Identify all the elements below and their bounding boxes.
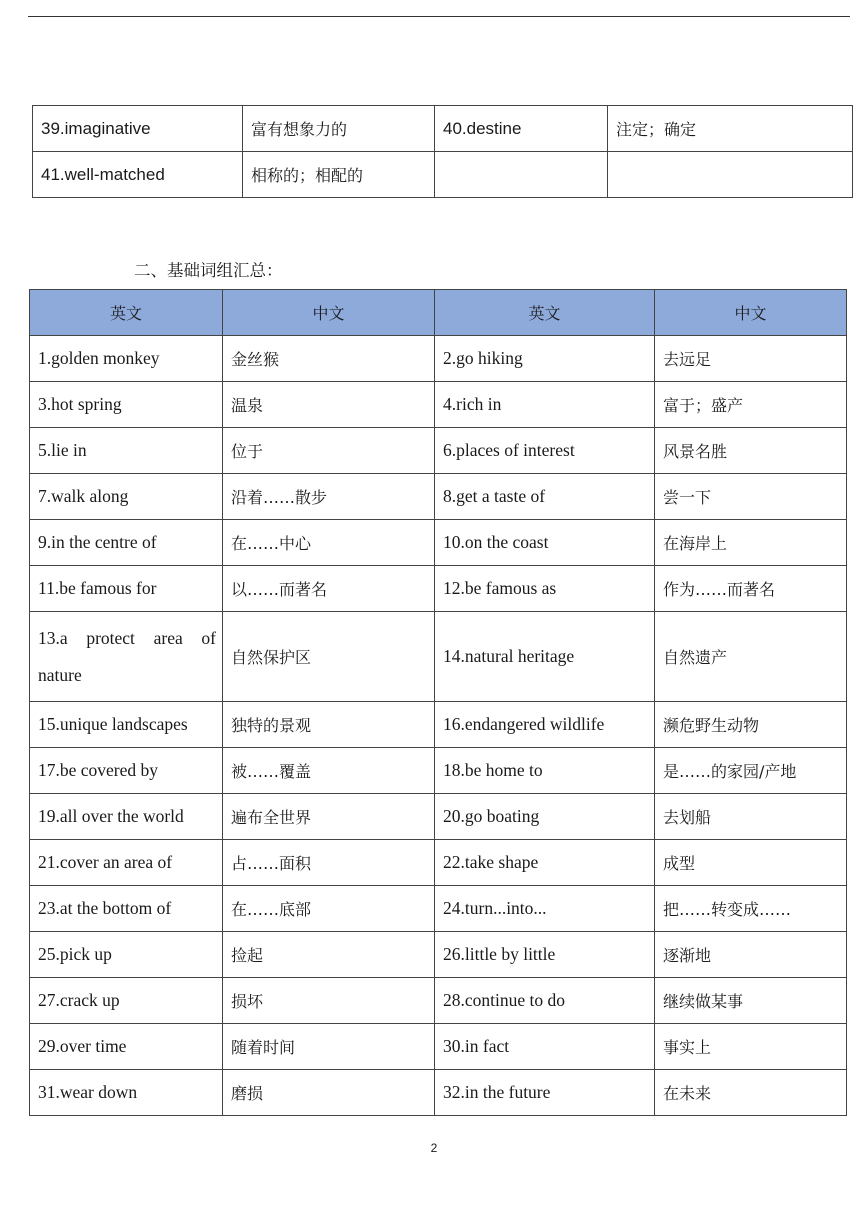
english-term-cell: 14.natural heritage [435, 612, 655, 702]
english-term-cell: 22.take shape [435, 840, 655, 886]
english-term-cell: 11.be famous for [30, 566, 223, 612]
chinese-meaning-cell: 自然保护区 [223, 612, 435, 702]
phrase-row [30, 612, 847, 702]
chinese-meaning-cell: 在未来 [655, 1070, 847, 1116]
chinese-meaning-cell: 在海岸上 [655, 520, 847, 566]
english-term-cell: 19.all over the world [30, 794, 223, 840]
english-term-cell: 17.be covered by [30, 748, 223, 794]
chinese-meaning-cell: 独特的景观 [223, 702, 435, 748]
header-english-2: 英文 [435, 290, 655, 336]
header-chinese-1: 中文 [223, 290, 435, 336]
vocab-row [33, 152, 853, 198]
english-term-cell: 13.a protect area of nature [30, 612, 223, 702]
english-term-cell: 24.turn...into... [435, 886, 655, 932]
english-term-cell: 3.hot spring [30, 382, 223, 428]
english-term-cell: 23.at the bottom of [30, 886, 223, 932]
english-term-cell: 30.in fact [435, 1024, 655, 1070]
english-term-cell [435, 152, 608, 198]
english-term-cell: 27.crack up [30, 978, 223, 1024]
phrase-row [30, 428, 847, 474]
english-term-cell: 32.in the future [435, 1070, 655, 1116]
chinese-meaning-cell: 位于 [223, 428, 435, 474]
chinese-meaning-cell: 濒危野生动物 [655, 702, 847, 748]
chinese-meaning-cell: 沿着……散步 [223, 474, 435, 520]
chinese-meaning-cell: 金丝猴 [223, 336, 435, 382]
chinese-meaning-cell: 继续做某事 [655, 978, 847, 1024]
vocab-table [32, 105, 853, 198]
chinese-meaning-cell: 成型 [655, 840, 847, 886]
english-term-cell: 7.walk along [30, 474, 223, 520]
chinese-meaning-cell: 温泉 [223, 382, 435, 428]
chinese-meaning-cell: 相称的；相配的 [243, 152, 435, 198]
english-term-cell: 10.on the coast [435, 520, 655, 566]
chinese-meaning-cell: 被……覆盖 [223, 748, 435, 794]
chinese-meaning-cell: 占……面积 [223, 840, 435, 886]
english-term-cell: 41.well-matched [33, 152, 243, 198]
phrase-row [30, 520, 847, 566]
chinese-meaning-cell: 在……中心 [223, 520, 435, 566]
chinese-meaning-cell: 富有想象力的 [243, 106, 435, 152]
phrase-row [30, 932, 847, 978]
english-term-cell: 5.lie in [30, 428, 223, 474]
chinese-meaning-cell: 损坏 [223, 978, 435, 1024]
english-term-cell: 12.be famous as [435, 566, 655, 612]
header-english-1: 英文 [30, 290, 223, 336]
header-rule [28, 16, 850, 17]
english-term-cell: 39.imaginative [33, 106, 243, 152]
phrase-row [30, 474, 847, 520]
english-term-cell: 9.in the centre of [30, 520, 223, 566]
phrase-row [30, 886, 847, 932]
english-term-cell: 15.unique landscapes [30, 702, 223, 748]
english-term-cell: 20.go boating [435, 794, 655, 840]
vocab-row [33, 106, 853, 152]
english-term-cell: 6.places of interest [435, 428, 655, 474]
chinese-meaning-cell: 是……的家园/产地 [655, 748, 847, 794]
english-term-cell: 2.go hiking [435, 336, 655, 382]
page-number: 2 [430, 1141, 438, 1155]
phrase-row [30, 702, 847, 748]
phrase-row [30, 566, 847, 612]
chinese-meaning-cell [608, 152, 853, 198]
chinese-meaning-cell: 去远足 [655, 336, 847, 382]
chinese-meaning-cell: 富于；盛产 [655, 382, 847, 428]
chinese-meaning-cell: 遍布全世界 [223, 794, 435, 840]
phrase-row [30, 840, 847, 886]
phrase-row [30, 748, 847, 794]
phrase-row [30, 382, 847, 428]
phrase-row [30, 1024, 847, 1070]
phrase-row [30, 336, 847, 382]
phrase-row [30, 978, 847, 1024]
section-title: 二、基础词组汇总： [134, 261, 283, 280]
phrase-table-header-row [30, 290, 847, 336]
chinese-meaning-cell: 作为……而著名 [655, 566, 847, 612]
chinese-meaning-cell: 把……转变成…… [655, 886, 847, 932]
english-term-cell: 18.be home to [435, 748, 655, 794]
chinese-meaning-cell: 随着时间 [223, 1024, 435, 1070]
english-term-cell: 26.little by little [435, 932, 655, 978]
chinese-meaning-cell: 捡起 [223, 932, 435, 978]
chinese-meaning-cell: 在……底部 [223, 886, 435, 932]
english-term-cell: 21.cover an area of [30, 840, 223, 886]
header-chinese-2: 中文 [655, 290, 847, 336]
english-term-cell: 8.get a taste of [435, 474, 655, 520]
english-term-cell: 31.wear down [30, 1070, 223, 1116]
phrase-row [30, 794, 847, 840]
chinese-meaning-cell: 风景名胜 [655, 428, 847, 474]
english-term-cell: 4.rich in [435, 382, 655, 428]
english-term-cell: 25.pick up [30, 932, 223, 978]
english-term-cell: 1.golden monkey [30, 336, 223, 382]
english-term-cell: 16.endangered wildlife [435, 702, 655, 748]
chinese-meaning-cell: 去划船 [655, 794, 847, 840]
phrase-table [29, 289, 847, 1116]
chinese-meaning-cell: 尝一下 [655, 474, 847, 520]
phrase-row [30, 1070, 847, 1116]
chinese-meaning-cell: 以……而著名 [223, 566, 435, 612]
chinese-meaning-cell: 注定；确定 [608, 106, 853, 152]
chinese-meaning-cell: 事实上 [655, 1024, 847, 1070]
chinese-meaning-cell: 磨损 [223, 1070, 435, 1116]
chinese-meaning-cell: 自然遗产 [655, 612, 847, 702]
english-term-cell: 29.over time [30, 1024, 223, 1070]
english-term-cell: 28.continue to do [435, 978, 655, 1024]
chinese-meaning-cell: 逐渐地 [655, 932, 847, 978]
english-term-cell: 40.destine [435, 106, 608, 152]
